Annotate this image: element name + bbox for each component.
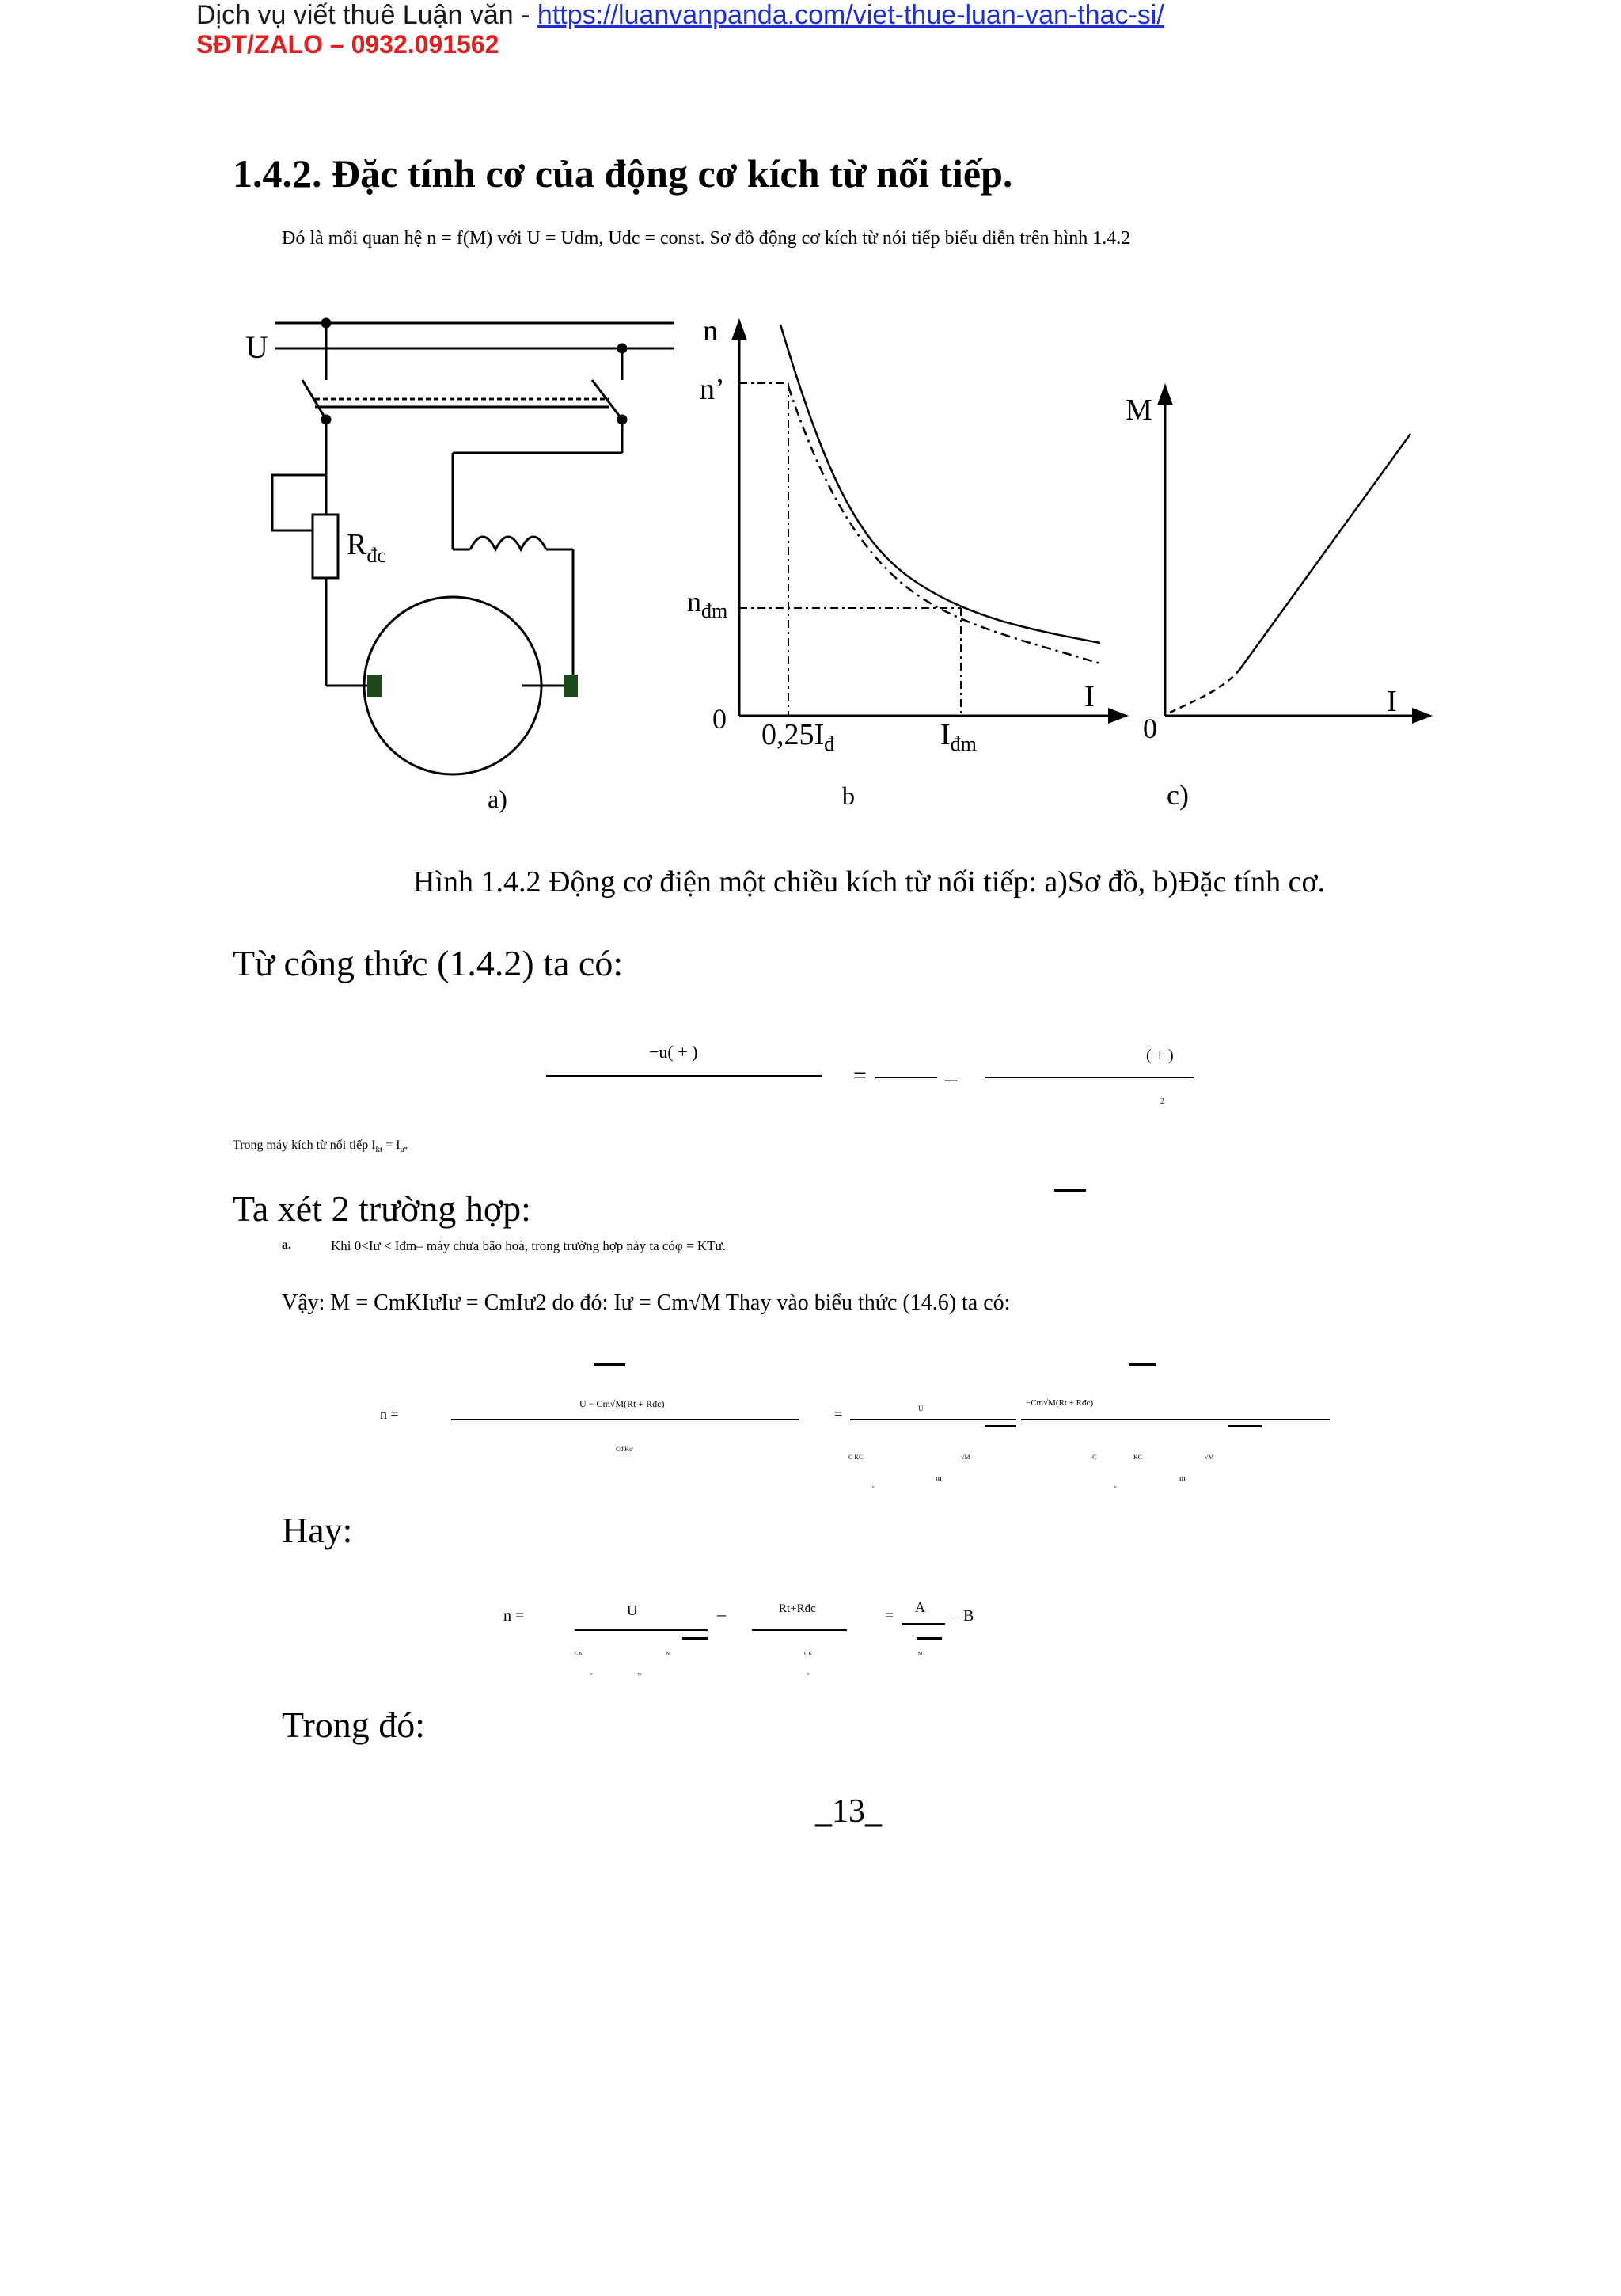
frac-mid-bar xyxy=(875,1077,937,1078)
page-number: _13_ xyxy=(815,1793,882,1830)
eq3-d2: M xyxy=(666,1652,671,1656)
figure-b-tag: b xyxy=(842,781,855,810)
frac2-bar xyxy=(985,1077,1194,1078)
eq2-den3a: C xyxy=(1092,1454,1097,1461)
figure-b-axis-n: n xyxy=(703,314,718,348)
eq3-numerator-1: U xyxy=(627,1602,637,1618)
eq2-den2a: C KC xyxy=(848,1454,864,1461)
eq2-m1: m xyxy=(936,1474,942,1483)
figure-c-tag: c) xyxy=(1167,779,1189,811)
eq3-minus: – xyxy=(717,1604,726,1624)
eq3-e2: m xyxy=(638,1672,642,1677)
eq2-overbar-3 xyxy=(985,1425,1016,1427)
eq3-bar-2 xyxy=(752,1629,847,1631)
figure-c-dashed-curve xyxy=(1170,670,1239,713)
figure-a-label-U: U xyxy=(245,329,268,365)
figure-caption: Hình 1.4.2 Động cơ điện một chiều kích từ nối tiếp: a)Sơ đồ, b)Đặc tính cơ. xyxy=(413,865,1326,899)
eq2-bar-1 xyxy=(451,1419,799,1420)
hay-heading: Hay: xyxy=(282,1510,353,1550)
eq3-d1: C K xyxy=(575,1652,583,1656)
figure-b-label-n-prime: n’ xyxy=(700,373,725,406)
frac2-numerator: ( + ) xyxy=(1146,1047,1174,1064)
eq2-eq-sign: = xyxy=(834,1406,843,1422)
eq3-bar-3 xyxy=(902,1623,945,1625)
eq2-e2: e xyxy=(1114,1485,1117,1490)
eq3-overbar-2 xyxy=(917,1637,942,1640)
eq2-e1: e xyxy=(872,1485,875,1490)
minus-sign-1: – xyxy=(945,1066,957,1092)
eq3-overbar-1 xyxy=(682,1637,708,1640)
frac2-denominator: 2 xyxy=(1160,1097,1164,1106)
figure-b-tick-025: $0,25I_đ$ xyxy=(761,718,835,755)
eq2-overbar-4 xyxy=(1228,1425,1262,1427)
eq3-numerator-3: A xyxy=(915,1599,925,1615)
figure-a-circuit xyxy=(272,319,674,774)
eq2-overbar-1 xyxy=(594,1363,625,1366)
figure-b-dashed-curve xyxy=(788,386,1100,663)
section-intro: Đó là mối quan hệ n = f(M) với U = Udm, Udc = const. Sơ đồ động cơ kích từ nói tiếp biểu diễn trên hình 1.4.2 xyxy=(282,228,1131,249)
eq3-d3: C K xyxy=(804,1652,812,1656)
frac1-bar xyxy=(546,1075,822,1077)
figure-c-line xyxy=(1239,434,1410,670)
figure-a-label-R: $R_{đc}$ xyxy=(347,528,386,567)
case-a-label: a. xyxy=(282,1238,291,1252)
figure-c-axis-M: M xyxy=(1126,393,1152,427)
from-formula-heading: Từ công thức (1.4.2) ta có: xyxy=(233,943,624,983)
frac1-numerator: −u( + ) xyxy=(649,1042,698,1062)
eq3-lhs: n = xyxy=(503,1607,525,1625)
eq3-e1: e xyxy=(590,1672,593,1677)
stray-bar xyxy=(1054,1189,1086,1192)
eq2-overbar-2 xyxy=(1129,1363,1156,1366)
eq2-bar-2 xyxy=(850,1419,1016,1420)
eq2-numerator-2: U xyxy=(918,1405,924,1412)
eq3-e3: e xyxy=(807,1672,810,1677)
header-service-link[interactable]: https://luanvanpanda.com/viet-thue-luan-van-thac-si/ xyxy=(537,0,1164,30)
trong-do-heading: Trong đó: xyxy=(282,1705,426,1745)
section-title: 1.4.2. Đặc tính cơ của động cơ kích từ nối tiếp. xyxy=(233,151,1013,196)
figure-b-axis-I: I xyxy=(1084,680,1095,713)
vay-line: Vậy: M = CmKIưIư = CmIư2 do đó: Iư = Cm√M Thay vào biểu thức (14.6) ta có: xyxy=(282,1291,1011,1315)
header-phone: SĐT/ZALO – 0932.091562 xyxy=(196,30,499,59)
figure-b-tick-Idm: $I_{đm}$ xyxy=(940,718,977,755)
eq2-den2b: √M xyxy=(961,1454,970,1461)
figure-b-label-ndm: $n_{đm}$ xyxy=(687,586,728,622)
figure-c-origin: 0 xyxy=(1143,713,1157,744)
eq3-bar-1 xyxy=(575,1629,708,1631)
figure-a-tag: a) xyxy=(488,785,507,813)
figure-c-axis-I: I xyxy=(1387,685,1397,718)
figure-c-axes xyxy=(1165,396,1423,716)
eq-sign-1: = xyxy=(853,1062,867,1089)
case-a-text: Khi 0<Iư < Iđm– máy chưa bão hoà, trong trường hợp này ta cóφ = KTư. xyxy=(331,1238,726,1253)
eq2-numerator-1: U − Cm√M(Rt + Rđc) xyxy=(579,1398,665,1409)
header-service-text: Dịch vụ viết thuê Luận văn - xyxy=(196,0,537,30)
figure-1-4-2 xyxy=(0,0,1621,839)
figure-b-origin: 0 xyxy=(712,703,727,735)
two-cases-heading: Ta xét 2 trường hợp: xyxy=(233,1188,531,1229)
eq2-numerator-3: −Cm√M(Rt + Rđc) xyxy=(1026,1398,1094,1408)
eq3-tail: – B xyxy=(951,1607,974,1625)
eq2-bar-3 xyxy=(1021,1419,1330,1420)
figure-b-guides xyxy=(739,383,961,716)
eq3-eq-sign: = xyxy=(885,1607,894,1625)
eq2-lhs: n = xyxy=(380,1406,399,1422)
eq3-d4: M xyxy=(918,1652,923,1656)
eq2-denominator-1: CΦKư xyxy=(616,1446,633,1453)
eq3-numerator-2: Rt+Rđc xyxy=(779,1602,816,1615)
eq2-den3b: KC xyxy=(1133,1454,1143,1461)
series-note: Trong máy kích từ nối tiếp $I_{kt} = I_ư$. xyxy=(233,1138,408,1155)
eq2-m2: m xyxy=(1179,1474,1186,1483)
eq2-den3c: √M xyxy=(1205,1454,1214,1461)
figure-b-natural-curve xyxy=(780,325,1100,643)
figure-b-axes xyxy=(739,333,1118,716)
